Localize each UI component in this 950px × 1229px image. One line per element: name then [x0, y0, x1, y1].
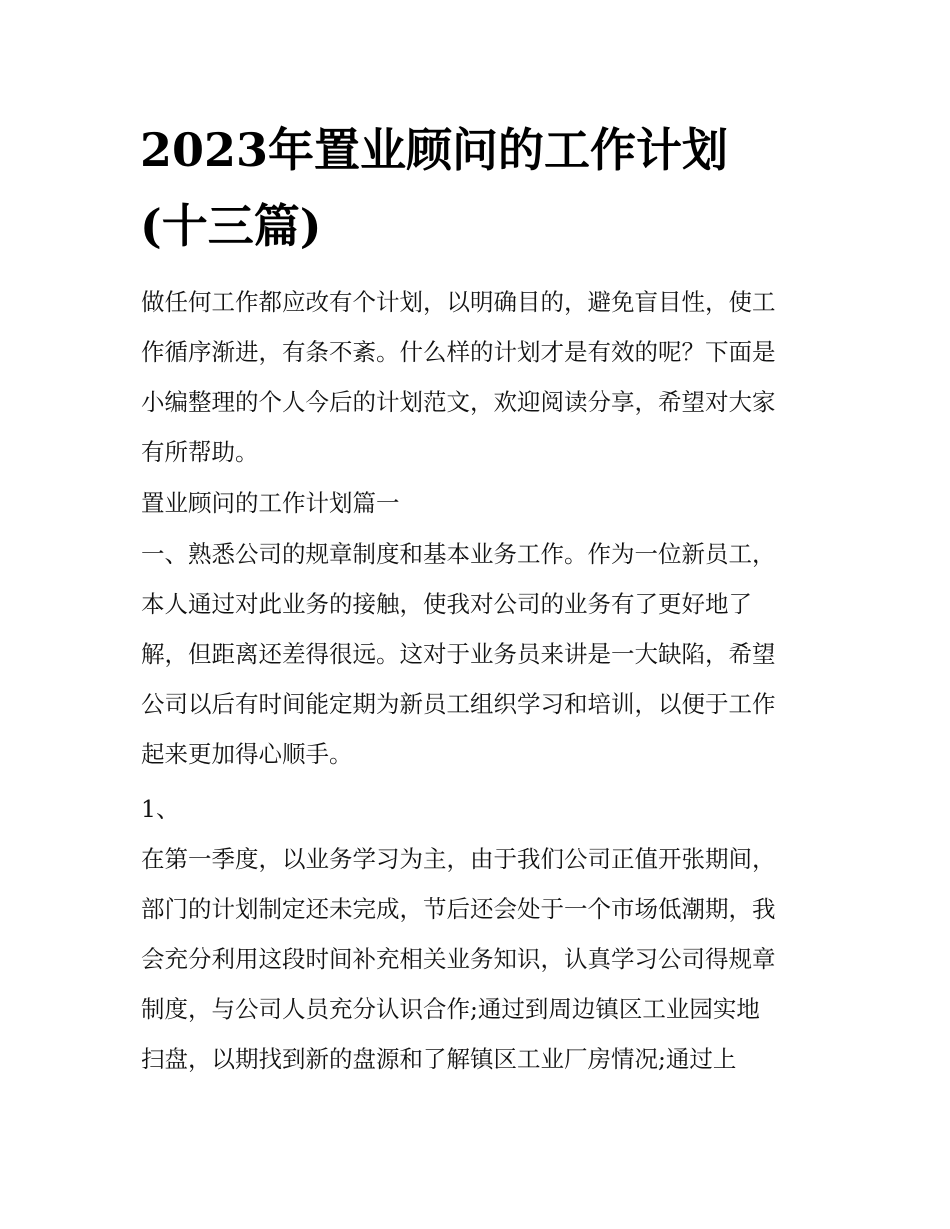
intro-paragraph	[141, 277, 821, 477]
document-title	[140, 112, 820, 264]
title-line: 2023年置业顾问的工作计划	[140, 123, 729, 177]
text-line: 有所帮助。	[141, 438, 259, 466]
text-line: 作循序渐进，有条不紊。什么样的计划才是有效的呢？下面是	[141, 338, 776, 366]
item-two-paragraph	[141, 834, 821, 1084]
text-line: 会充分利用这段时间补充相关业务知识，认真学习公司得规章	[141, 945, 776, 973]
text-line: 解，但距离还差得很远。这对于业务员来讲是一大缺陷，希望	[141, 640, 776, 668]
text-line: 扫盘，以期找到新的盘源和了解镇区工业厂房情况;通过上	[141, 1045, 737, 1073]
section-heading	[141, 478, 821, 528]
text-line: 部门的计划制定还未完成，节后还会处于一个市场低潮期，我	[141, 895, 776, 923]
text-line: 制度，与公司人员充分认识合作;通过到周边镇区工业园实地	[141, 995, 760, 1023]
text-line: 置业顾问的工作计划篇一	[141, 489, 400, 517]
text-line: 做任何工作都应改有个计划，以明确目的，避免盲目性，使工	[141, 288, 776, 316]
text-line: 在第一季度，以业务学习为主，由于我们公司正值开张期间，	[141, 845, 776, 873]
text-line: 起来更加得心顺手。	[141, 740, 353, 768]
text-line: 一、熟悉公司的规章制度和基本业务工作。作为一位新员工，	[141, 540, 776, 568]
title-line: (十三篇)	[140, 199, 322, 253]
text-line: 1、	[141, 795, 180, 823]
text-line: 本人通过对此业务的接触，使我对公司的业务有了更好地了	[141, 590, 752, 618]
text-line: 小编整理的个人今后的计划范文，欢迎阅读分享，希望对大家	[141, 388, 776, 416]
number-marker	[141, 784, 821, 834]
text-line: 公司以后有时间能定期为新员工组织学习和培训，以便于工作	[141, 690, 776, 718]
item-one-paragraph	[141, 529, 821, 779]
